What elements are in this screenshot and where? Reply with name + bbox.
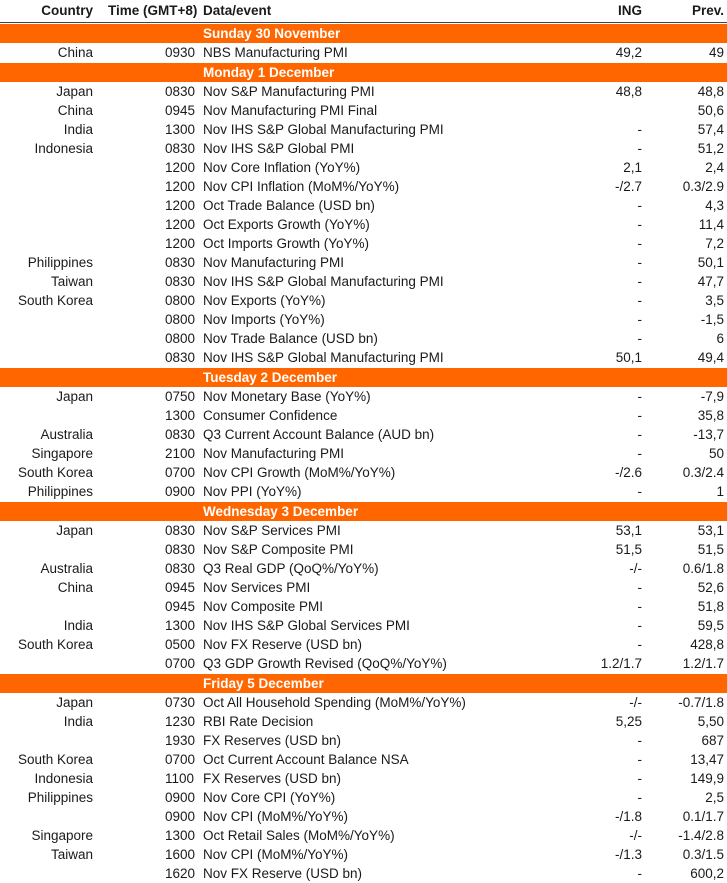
time-cell: 1230 [165,714,196,729]
ing-forecast-cell: -/1.8 [614,809,642,824]
country-cell: Taiwan [50,847,93,862]
event-cell: Nov S&P Services PMI [203,523,341,538]
country-cell: Japan [56,523,93,538]
previous-value-cell: 48,8 [697,84,724,99]
ing-forecast-cell: - [637,274,642,289]
event-cell: Nov Core CPI (YoY%) [203,790,336,805]
table-row [0,387,727,406]
time-cell: 0945 [165,599,196,614]
previous-value-cell: 51,2 [697,141,724,156]
country-cell: Japan [56,84,93,99]
event-cell: Nov IHS S&P Global PMI [203,141,355,156]
previous-value-cell: 13,47 [690,752,724,767]
time-cell: 0830 [165,561,196,576]
time-cell: 0750 [165,389,196,404]
header-ing: ING [617,3,642,18]
time-cell: 0830 [165,84,196,99]
ing-forecast-cell: - [637,733,642,748]
ing-forecast-cell: - [637,484,642,499]
ing-forecast-cell: - [637,312,642,327]
event-cell: Nov CPI (MoM%/YoY%) [203,847,349,862]
table-row [0,139,727,158]
event-cell: Nov PPI (YoY%) [203,484,302,499]
ing-forecast-cell: 1.2/1.7 [600,656,642,671]
header-time: Time (GMT+8) [108,3,198,18]
event-cell: Nov S&P Composite PMI [203,542,354,557]
previous-value-cell: 1.2/1.7 [682,656,724,671]
ing-forecast-cell: - [637,141,642,156]
time-cell: 0830 [165,255,196,270]
event-cell: FX Reserves (USD bn) [203,771,342,786]
previous-value-cell: 7,2 [705,236,724,251]
previous-value-cell: -0.7/1.8 [678,695,724,710]
country-cell: Indonesia [34,771,93,786]
country-cell: South Korea [17,637,93,652]
ing-forecast-cell: - [637,389,642,404]
table-row [0,845,727,864]
table-row [0,82,727,101]
time-cell: 0700 [165,465,196,480]
event-cell: Q3 Real GDP (QoQ%/YoY%) [203,561,379,576]
table-row [0,559,727,578]
table-row [0,177,727,196]
ing-forecast-cell: - [637,331,642,346]
previous-value-cell: 4,3 [705,198,724,213]
table-row [0,215,727,234]
previous-value-cell: 0.3/1.5 [682,847,724,862]
previous-value-cell: 11,4 [698,217,724,232]
day-label: Friday 5 December [203,676,324,691]
ing-forecast-cell: - [637,790,642,805]
previous-value-cell: 600,2 [690,866,724,881]
day-label: Wednesday 3 December [203,504,359,519]
ing-forecast-cell: -/- [629,828,642,843]
previous-value-cell: 2,5 [705,790,724,805]
previous-value-cell: 51,5 [697,542,724,557]
table-body [0,23,727,883]
day-header [0,501,727,521]
time-cell: 1100 [165,771,195,786]
ing-forecast-cell: - [637,255,642,270]
country-cell: Japan [56,389,93,404]
event-cell: Nov CPI (MoM%/YoY%) [203,809,349,824]
ing-forecast-cell: - [637,427,642,442]
ing-forecast-cell: -/1.3 [614,847,642,862]
table-row [0,654,727,673]
previous-value-cell: 59,5 [697,618,724,633]
previous-value-cell: 1 [716,484,724,499]
event-cell: RBI Rate Decision [203,714,314,729]
event-cell: Nov Manufacturing PMI Final [203,103,378,118]
table-row [0,272,727,291]
event-cell: Nov FX Reserve (USD bn) [203,637,363,652]
event-cell: Nov FX Reserve (USD bn) [203,866,363,881]
time-cell: 0945 [165,103,196,118]
ing-forecast-cell: - [637,293,642,308]
table-row [0,540,727,559]
table-row [0,826,727,845]
time-cell: 0830 [165,141,196,156]
day-label: Tuesday 2 December [203,370,338,385]
time-cell: 1300 [165,828,196,843]
table-row [0,329,727,348]
ing-forecast-cell: 2,1 [623,160,642,175]
ing-forecast-cell: - [637,122,642,137]
time-cell: 0830 [165,350,196,365]
ing-forecast-cell: 51,5 [615,542,642,557]
time-cell: 0800 [165,293,196,308]
table-row [0,482,727,501]
event-cell: Nov Exports (YoY%) [203,293,326,308]
previous-value-cell: 0.6/1.8 [682,561,724,576]
ing-forecast-cell: - [637,866,642,881]
table-row [0,43,727,62]
event-cell: Nov CPI Inflation (MoM%/YoY%) [203,179,400,194]
previous-value-cell: -1.4/2.8 [678,828,724,843]
event-cell: Nov Monetary Base (YoY%) [203,389,371,404]
country-cell: China [57,580,93,595]
country-cell: Taiwan [50,274,93,289]
ing-forecast-cell: - [637,771,642,786]
previous-value-cell: 49 [708,45,724,60]
country-cell: Indonesia [34,141,93,156]
previous-value-cell: 5,50 [697,714,724,729]
previous-value-cell: 149,9 [690,771,724,786]
table-row [0,597,727,616]
previous-value-cell: 52,6 [697,580,724,595]
event-cell: Nov IHS S&P Global Manufacturing PMI [203,122,444,137]
time-cell: 0800 [165,312,196,327]
ing-forecast-cell: 49,2 [615,45,642,60]
time-cell: 1200 [165,198,196,213]
table-row [0,101,727,120]
country-cell: Singapore [31,828,93,843]
ing-forecast-cell: - [637,752,642,767]
previous-value-cell: 51,8 [697,599,724,614]
ing-forecast-cell: - [637,198,642,213]
ing-forecast-cell: - [637,217,642,232]
previous-value-cell: 50,6 [697,103,724,118]
previous-value-cell: -13,7 [693,427,724,442]
time-cell: 0900 [165,790,196,805]
time-cell: 1200 [165,217,196,232]
ing-forecast-cell: - [637,408,642,423]
time-cell: 0830 [165,523,196,538]
time-cell: 1930 [165,733,196,748]
previous-value-cell: 57,4 [697,122,724,137]
table-row [0,635,727,654]
time-cell: 0900 [165,484,196,499]
event-cell: Oct Exports Growth (YoY%) [203,217,370,232]
ing-forecast-cell: - [637,236,642,251]
ing-forecast-cell: -/2.7 [614,179,642,194]
ing-forecast-cell: -/- [629,695,642,710]
ing-forecast-cell: - [637,580,642,595]
header-country: Country [41,3,93,18]
event-cell: NBS Manufacturing PMI [203,45,348,60]
time-cell: 0700 [165,656,196,671]
country-cell: Japan [56,695,93,710]
ing-forecast-cell: 48,8 [615,84,642,99]
country-cell: Australia [40,427,93,442]
table-row [0,253,727,272]
country-cell: India [63,714,93,729]
ing-forecast-cell: 53,1 [615,523,642,538]
table-row [0,578,727,597]
country-cell: Philippines [27,255,93,270]
previous-value-cell: 0.3/2.9 [682,179,724,194]
day-header [0,23,727,43]
previous-value-cell: -7,9 [700,389,724,404]
table-row [0,120,727,139]
time-cell: 0830 [165,274,196,289]
ing-forecast-cell: - [637,637,642,652]
table-row [0,348,727,367]
ing-forecast-cell: -/- [629,561,642,576]
ing-forecast-cell: 50,1 [615,350,642,365]
table-row [0,291,727,310]
table-row [0,788,727,807]
previous-value-cell: 0.1/1.7 [682,809,724,824]
event-cell: Oct All Household Spending (MoM%/YoY%) [203,695,466,710]
event-cell: Oct Imports Growth (YoY%) [203,236,370,251]
previous-value-cell: 35,8 [697,408,724,423]
day-header [0,367,727,387]
previous-value-cell: -1,5 [700,312,724,327]
time-cell: 0500 [165,637,196,652]
country-cell: Philippines [27,790,93,805]
table-row [0,158,727,177]
event-cell: Oct Retail Sales (MoM%/YoY%) [203,828,395,843]
table-row [0,616,727,635]
table-row [0,444,727,463]
country-cell: South Korea [17,752,93,767]
table-row [0,196,727,215]
day-header [0,62,727,82]
time-cell: 1200 [165,179,196,194]
country-cell: China [57,103,93,118]
previous-value-cell: 50,1 [697,255,724,270]
event-cell: Nov Manufacturing PMI [203,446,345,461]
time-cell: 1600 [165,847,196,862]
event-cell: Consumer Confidence [203,408,338,423]
table-row [0,864,727,883]
time-cell: 2100 [165,446,196,461]
table-row [0,463,727,482]
previous-value-cell: 687 [701,733,724,748]
event-cell: Nov Composite PMI [203,599,324,614]
country-cell: India [63,122,93,137]
event-cell: Nov Trade Balance (USD bn) [203,331,378,346]
ing-forecast-cell: -/2.6 [614,465,642,480]
previous-value-cell: 53,1 [697,523,724,538]
table-row [0,807,727,826]
time-cell: 1200 [165,160,196,175]
country-cell: South Korea [17,465,93,480]
country-cell: India [63,618,93,633]
table-row [0,712,727,731]
ing-forecast-cell: - [637,599,642,614]
header-prev: Prev. [691,3,724,18]
time-cell: 0730 [165,695,196,710]
previous-value-cell: 3,5 [705,293,724,308]
previous-value-cell: 47,7 [697,274,724,289]
event-cell: FX Reserves (USD bn) [203,733,342,748]
previous-value-cell: 0.3/2.4 [682,465,724,480]
previous-value-cell: 2,4 [705,160,724,175]
table-row [0,234,727,253]
table-row [0,406,727,425]
table-row [0,693,727,712]
day-label: Sunday 30 November [203,26,341,41]
event-cell: Q3 Current Account Balance (AUD bn) [203,427,435,442]
time-cell: 1620 [165,866,196,881]
event-cell: Nov IHS S&P Global Manufacturing PMI [203,350,444,365]
time-cell: 0700 [165,752,196,767]
time-cell: 0930 [165,45,196,60]
event-cell: Nov Manufacturing PMI [203,255,345,270]
event-cell: Nov IHS S&P Global Services PMI [203,618,410,633]
time-cell: 0830 [165,427,196,442]
event-cell: Oct Current Account Balance NSA [203,752,409,767]
country-cell: Australia [40,561,93,576]
event-cell: Nov Services PMI [203,580,311,595]
time-cell: 1200 [165,236,196,251]
day-header [0,673,727,693]
ing-forecast-cell: 5,25 [615,714,642,729]
country-cell: China [57,45,93,60]
time-cell: 0900 [165,809,196,824]
header-row [0,0,727,23]
event-cell: Nov S&P Manufacturing PMI [203,84,375,99]
event-cell: Oct Trade Balance (USD bn) [203,198,375,213]
event-cell: Nov CPI Growth (MoM%/YoY%) [203,465,396,480]
country-cell: South Korea [17,293,93,308]
ing-forecast-cell: - [637,446,642,461]
country-cell: Philippines [27,484,93,499]
time-cell: 0830 [165,542,196,557]
time-cell: 1300 [165,122,196,137]
event-cell: Nov Core Inflation (YoY%) [203,160,361,175]
day-label: Monday 1 December [203,65,335,80]
time-cell: 1300 [165,618,196,633]
table-row [0,425,727,444]
time-cell: 0945 [165,580,196,595]
previous-value-cell: 6 [716,331,724,346]
event-cell: Q3 GDP Growth Revised (QoQ%/YoY%) [203,656,447,671]
country-cell: Singapore [31,446,93,461]
time-cell: 1300 [165,408,196,423]
table-row [0,521,727,540]
event-cell: Nov Imports (YoY%) [203,312,325,327]
previous-value-cell: 428,8 [690,637,724,652]
table-row [0,310,727,329]
ing-forecast-cell: - [637,618,642,633]
previous-value-cell: 49,4 [697,350,724,365]
time-cell: 0800 [165,331,196,346]
table-row [0,769,727,788]
table-row [0,750,727,769]
table-row [0,731,727,750]
previous-value-cell: 50 [708,446,724,461]
event-cell: Nov IHS S&P Global Manufacturing PMI [203,274,444,289]
header-event: Data/event [203,3,272,18]
